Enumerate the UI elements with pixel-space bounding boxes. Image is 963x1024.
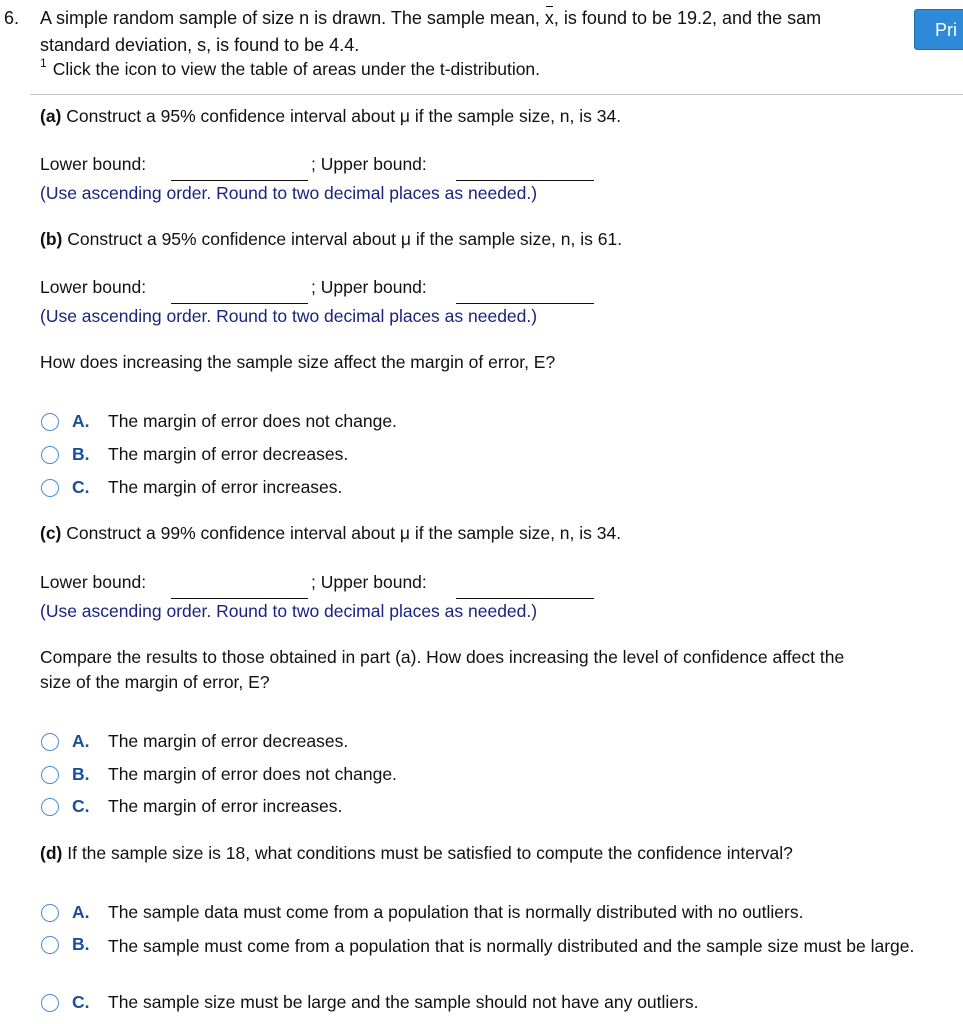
radio-button[interactable] [41, 479, 59, 497]
part-c-question-line1: Compare the results to those obtained in part (a). How does increasing the level of confidence affect the [40, 647, 845, 667]
radio-button[interactable] [41, 994, 59, 1012]
part-c-lower-input[interactable] [171, 598, 308, 599]
option-text: The sample data must come from a population that is normally distributed with no outliers. [108, 902, 804, 922]
part-b-lower-input[interactable] [171, 303, 308, 304]
option-letter: C. [72, 477, 90, 497]
option-letter: A. [72, 411, 90, 431]
lower-bound-label: Lower bound: [40, 154, 147, 174]
part-a-hint: (Use ascending order. Round to two decimal places as needed.) [40, 183, 538, 203]
lower-bound-label: Lower bound: [40, 277, 147, 297]
part-b-hint: (Use ascending order. Round to two decimal places as needed.) [40, 306, 538, 326]
upper-bound-label: ; Upper bound: [311, 572, 427, 592]
part-d-tag: (d) [40, 843, 63, 863]
lower-bound-label: Lower bound: [40, 572, 147, 592]
option-text: The margin of error increases. [108, 796, 343, 816]
option-letter: A. [72, 902, 90, 922]
option-letter: C. [72, 796, 90, 816]
part-c-upper-input[interactable] [456, 598, 594, 599]
part-c-hint: (Use ascending order. Round to two decimal places as needed.) [40, 601, 538, 621]
radio-button[interactable] [41, 733, 59, 751]
radio-button[interactable] [41, 936, 59, 954]
part-a-text: Construct a 95% confidence interval about μ if the sample size, n, is 34. [66, 106, 622, 126]
option-letter: A. [72, 731, 90, 751]
option-letter: B. [72, 764, 90, 784]
question-stem-line2: standard deviation, s, is found to be 4.4. [40, 35, 360, 55]
part-c-question-line2: size of the margin of error, E? [40, 672, 270, 692]
question-number: 6. [4, 8, 20, 28]
radio-button[interactable] [41, 413, 59, 431]
upper-bound-label: ; Upper bound: [311, 277, 427, 297]
part-c-prompt [40, 523, 621, 544]
upper-bound-label: ; Upper bound: [311, 154, 427, 174]
radio-button[interactable] [41, 904, 59, 922]
option-text: The margin of error increases. [108, 477, 343, 497]
option-text: The sample size must be large and the sample should not have any outliers. [108, 992, 699, 1012]
part-b-tag: (b) [40, 229, 63, 249]
part-a-lower-input[interactable] [171, 180, 308, 181]
option-letter: C. [72, 992, 90, 1012]
part-b-text: Construct a 95% confidence interval about μ if the sample size, n, is 61. [67, 229, 623, 249]
option-text: The margin of error does not change. [108, 411, 397, 431]
part-b-prompt [40, 229, 622, 250]
part-a-tag: (a) [40, 106, 62, 126]
option-text: The sample must come from a population that is normally distributed and the sample size must be large. [108, 936, 915, 956]
option-letter: B. [72, 934, 90, 954]
part-a-upper-input[interactable] [456, 180, 594, 181]
option-text: The margin of error decreases. [108, 731, 349, 751]
part-d-prompt [40, 843, 793, 864]
stem-text-2: , is found to be 19.2, and the sam [553, 8, 822, 28]
radio-button[interactable] [41, 446, 59, 464]
stem-text-1: A simple random sample of size n is drawn. The sample mean, [40, 8, 540, 28]
question-stem-line1 [40, 8, 821, 29]
x-bar-symbol: x [544, 8, 554, 28]
t-table-reference[interactable] [40, 56, 541, 80]
option-letter: B. [72, 444, 90, 464]
part-d-text: If the sample size is 18, what conditions must be satisfied to compute the confidence interval? [67, 843, 793, 863]
part-c-text: Construct a 99% confidence interval about μ if the sample size, n, is 34. [66, 523, 622, 543]
radio-button[interactable] [41, 766, 59, 784]
part-a-prompt [40, 106, 621, 127]
part-b-question: How does increasing the sample size affect the margin of error, E? [40, 352, 556, 372]
reference-text: Click the icon to view the table of areas under the t-distribution. [52, 59, 541, 79]
option-text: The margin of error does not change. [108, 764, 397, 784]
print-button[interactable]: Pri [914, 9, 963, 50]
option-text: The margin of error decreases. [108, 444, 349, 464]
radio-button[interactable] [41, 798, 59, 816]
reference-icon[interactable]: 1 [40, 56, 47, 70]
part-b-upper-input[interactable] [456, 303, 594, 304]
divider [30, 94, 963, 95]
part-c-tag: (c) [40, 523, 62, 543]
